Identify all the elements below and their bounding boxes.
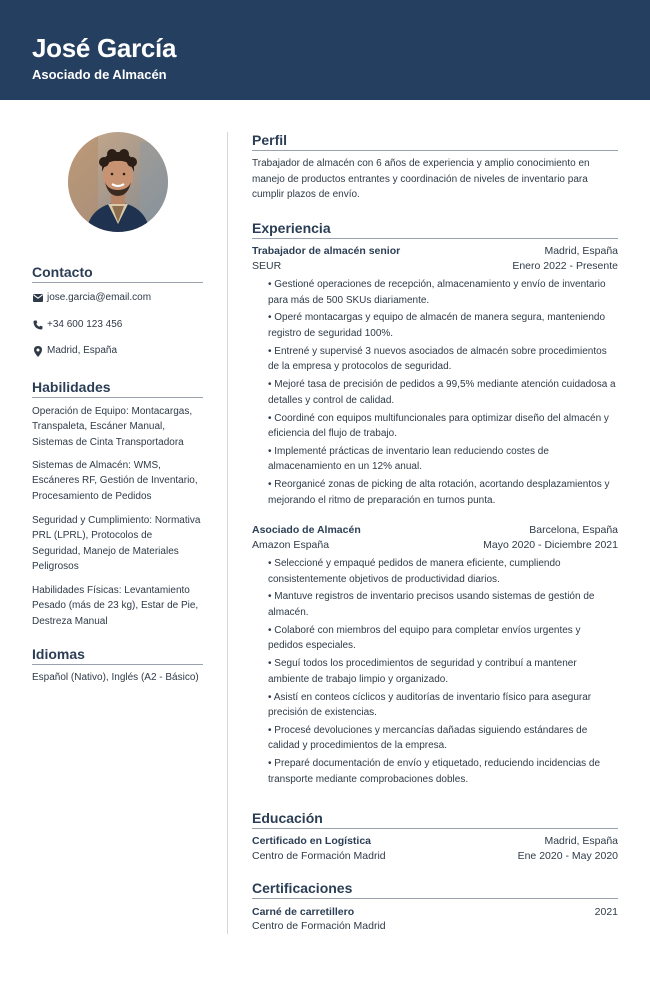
education-location: Madrid, España: [544, 835, 618, 847]
contact-phone[interactable]: [32, 319, 122, 331]
education-title: Certificado en Logística: [252, 835, 372, 847]
list-item: • Seleccioné y empaqué pedidos de manera eficiente, cumpliendo consistentemente objetivos de productividad diarios.: [268, 558, 561, 585]
envelope-icon: [32, 293, 43, 304]
avatar: [68, 132, 168, 232]
job-bullets: [268, 277, 618, 511]
certification-year: 2021: [594, 906, 618, 918]
job-bullets: [268, 556, 618, 790]
job-title: Trabajador de almacén senior: [252, 245, 401, 257]
certification-title: Carné de carretillero: [252, 906, 355, 918]
job-company: Amazon España: [252, 539, 330, 551]
location-pin-icon: [32, 346, 43, 357]
contact-location: [32, 345, 117, 357]
profile-text: Trabajador de almacén con 6 años de experiencia y amplio conocimiento en manejo de productos entrantes y coordinación de niveles de inventario para cumplir plazos de envío.: [252, 158, 590, 201]
education-section-title: Educación: [252, 810, 618, 829]
list-item: • Asistí en conteos cíclicos y auditorías de inventario físico para asegurar precisión de existencias.: [268, 691, 592, 719]
list-item: • Mejoré tasa de precisión de pedidos a 99,5% mediante atención cuidadosa a detalles y control de calidad.: [268, 379, 616, 406]
education-subheader: [252, 849, 618, 863]
job-dates: Enero 2022 - Presente: [512, 260, 618, 272]
languages-section-title: Idiomas: [32, 646, 203, 665]
contact-email[interactable]: [32, 292, 151, 304]
job-company: SEUR: [252, 260, 282, 272]
list-item: • Gestioné operaciones de recepción, almacenamiento y envío de inventario para más de 500 SKUs diariamente.: [268, 279, 606, 306]
job-header: [252, 523, 618, 537]
job-title: Asociado de Almacén: [252, 524, 361, 536]
phone-text: +34 600 123 456: [47, 319, 123, 330]
certification-header: [252, 905, 618, 919]
certifications-section-title: Certificaciones: [252, 880, 618, 899]
email-text: jose.garcia@email.com: [47, 292, 152, 303]
job-location: Madrid, España: [544, 245, 618, 257]
job-role: Asociado de Almacén: [32, 67, 167, 82]
list-item: • Reorganicé zonas de picking de alta rotación, acortando desplazamientos y mejorando el ritmo de preparación en turnos punta.: [268, 479, 610, 506]
education-dates: Ene 2020 - May 2020: [517, 850, 618, 862]
list-item: • Seguí todos los procedimientos de seguridad y contribuí a mantener ambiente de trabajo limpio y organizado.: [268, 658, 577, 685]
experience-section-title: Experiencia: [252, 220, 618, 239]
list-item: • Coordiné con equipos multifuncionales para optimizar diseño del almacén y eficiencia del flujo de trabajo.: [268, 412, 609, 440]
location-text: Madrid, España: [47, 345, 118, 356]
job-header: [252, 244, 618, 258]
skills-section-title: Habilidades: [32, 379, 203, 398]
skill-item: Operación de Equipo: Montacargas, Transpaleta, Escáner Manual, Sistemas de Cinta Transportadora: [32, 406, 193, 448]
profile-section-title: Perfil: [252, 132, 618, 151]
list-item: • Colaboré con miembros del equipo para completar envíos urgentes y pedidos especiales.: [268, 624, 581, 652]
education-institution: Centro de Formación Madrid: [252, 850, 386, 862]
list-item: • Implementé prácticas de inventario lean reduciendo costes de almacenamiento en un 12% anual.: [268, 445, 549, 473]
languages-text: Español (Nativo), Inglés (A2 - Básico): [32, 672, 199, 683]
resume-header: [0, 0, 650, 100]
job-subheader: [252, 259, 618, 273]
person-name: José García: [32, 33, 177, 63]
skill-item: Seguridad y Cumplimiento: Normativa PRL (LPRL), Protocolos de Seguridad, Manejo de Materiales Peligrosos: [32, 515, 201, 573]
list-item: • Mantuve registros de inventario precisos usando sistemas de gestión de almacén.: [268, 591, 595, 618]
certification-subheader: [252, 919, 618, 933]
skill-item: Sistemas de Almacén: WMS, Escáneres RF, Gestión de Inventario, Procesamiento de Pedidos: [32, 460, 198, 502]
job-dates: Mayo 2020 - Diciembre 2021: [483, 539, 618, 551]
certification-institution: Centro de Formación Madrid: [252, 920, 386, 932]
list-item: • Operé montacargas y equipo de almacén de manera segura, manteniendo registro de seguridad 100%.: [268, 312, 606, 339]
job-location: Barcelona, España: [529, 524, 618, 536]
skill-item: Habilidades Físicas: Levantamiento Pesado (más de 23 kg), Estar de Pie, Destreza Manual: [32, 585, 199, 627]
education-header: [252, 834, 618, 848]
phone-icon: [32, 320, 43, 331]
job-subheader: [252, 538, 618, 552]
list-item: • Entrené y supervisé 3 nuevos asociados de almacén sobre procedimientos de la empresa y protocolos de seguridad.: [268, 345, 607, 373]
list-item: • Procesé devoluciones y mercancías dañadas siguiendo estándares de calidad y procedimientos de la empresa.: [268, 724, 588, 752]
list-item: • Preparé documentación de envío y etiquetado, reduciendo incidencias de transporte mediante comprobaciones dobles.: [268, 758, 601, 785]
contact-section-title: Contacto: [32, 264, 203, 283]
column-divider: [227, 132, 228, 934]
